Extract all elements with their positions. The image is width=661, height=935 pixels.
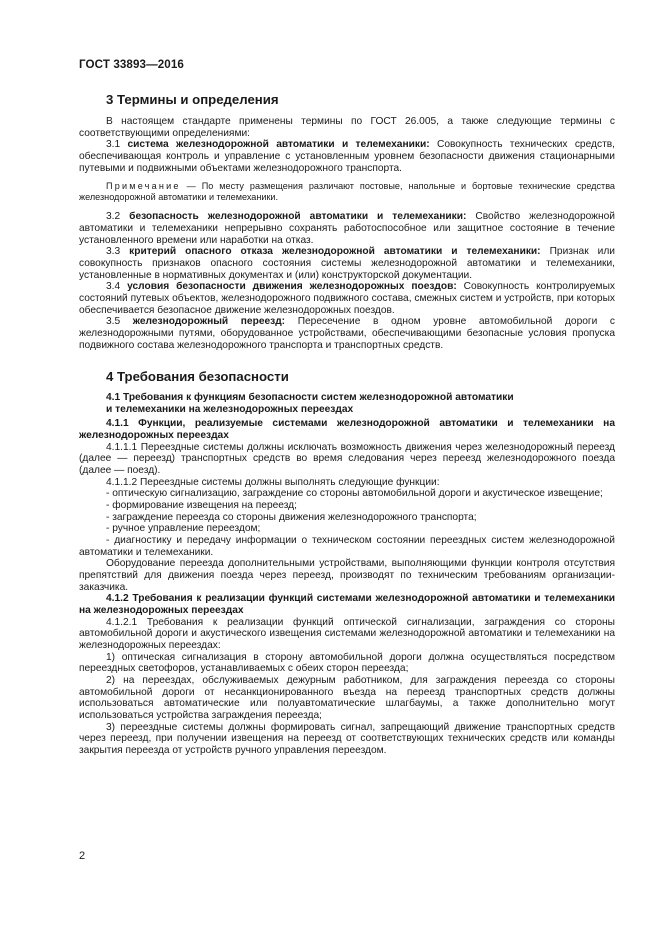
section-3-title: 3 Термины и определения [106, 92, 279, 107]
paragraph-equipment: Оборудование переезда дополнительными устройствами, выполняющими функции контроля отсутствия препятствий для движения поезда через переезд, производят по техническим требованиям организации-заказчика. [79, 558, 615, 593]
term-3-1 [79, 139, 615, 174]
document-body [79, 91, 615, 757]
term-name: железнодорожный переезд: [132, 316, 286, 328]
term-name: безопасность железнодорожной автоматики и телемеханики: [129, 211, 467, 223]
list-item: - формирование извещения на переезд; [106, 500, 297, 512]
list-item: - диагностику и передачу информации о техническом состоянии переездных систем железнодорожной автоматики и телемеханики. [79, 535, 615, 558]
term-3-4 [79, 281, 615, 316]
term-definition: Совокупность технических средств, обеспечивающая контроль и управление с установленным уровнем безопасности движения стационарными путевыми и подвижными объектами железнодорожного транспорта. [79, 139, 615, 174]
term-definition: Признак или совокупность признаков опасного состояния системы железнодорожной автоматики и телемеханики, установленные в нормативных документах и (или) конструкторской документации. [79, 246, 615, 281]
term-definition: Совокупность контролируемых состояний путевых объектов, железнодорожного подвижного состава, смежных систем и устройств, при которых обеспечивается безопасное движение железнодорожных поездов. [79, 281, 615, 316]
term-definition: Пересечение в одном уровне автомобильной дороги с железнодорожными путями, оборудованное устройствами, обеспечивающими безопасные условия пропуска подвижного состава железнодорожного транспорта и транспортных средств. [79, 316, 616, 351]
term-number: 3.2 [106, 211, 121, 223]
subsection-4-1-2-title: 4.1.2 Требования к реализации функций системами железнодорожной автоматики и телемеханики на железнодорожных переездах [79, 593, 615, 616]
term-number: 3.5 [106, 316, 121, 328]
note-3-1 [79, 181, 615, 203]
list-item: - оптическую сигнализацию, заграждение со стороны автомобильной дороги и акустическое извещение; [106, 488, 603, 500]
term-number: 3.1 [106, 139, 121, 151]
requirement-3: 3) переездные системы должны формировать сигнал, запрещающий движение транспортных средств через переезд, при получении извещения на переезд от соответствующих технических средств или команды закрытия переезда от устройств ручного управления переездом. [79, 721, 615, 756]
note-label: Примечание [106, 181, 181, 192]
subsection-4-1-1-title: 4.1.1 Функции, реализуемые системами железнодорожной автоматики и телемеханики на железнодорожных переездах [79, 418, 615, 442]
list-item: - ручное управление переездом; [106, 523, 261, 535]
subsection-4-1-title-line-2: и телемеханики на железнодорожных переездах [106, 403, 354, 415]
note-text: — По месту размещения различают постовые, напольные и бортовые технические средства железнодорожной автоматики и телемеханики. [79, 181, 615, 203]
term-3-3 [79, 246, 615, 281]
requirement-1: 1) оптическая сигнализация в сторону автомобильной дороги должна осуществляться посредством переездных светофоров, устанавливаемых с обеих сторон переезда; [79, 651, 615, 675]
requirement-2: 2) на переездах, обслуживаемых дежурным работником, для заграждения переезда со стороны автомобильной дороги от несанкционированного въезда на переезд транспортных средств должны использоваться автоматические или полуавтоматические шлагбаумы, а также дополнительно могут использоваться устройства заграждения переезда; [79, 674, 615, 721]
section-4-title: 4 Требования безопасности [106, 369, 289, 385]
list-item: - заграждение переезда со стороны движения железнодорожного транспорта; [106, 511, 477, 523]
clause-4-1-1-1: 4.1.1.1 Переездные системы должны исключать возможность движения через железнодорожный переезд (далее — переезд) транспортных средств во время следования через переезд железнодорожного поезда (далее — поезд). [79, 441, 615, 477]
section-3-intro: В настоящем стандарте применены термины по ГОСТ 26.005, а также следующие термины с соответствующими определениями: [79, 116, 615, 139]
document-header: ГОСТ 33893—2016 [79, 58, 184, 71]
term-3-2 [79, 211, 615, 246]
term-number: 3.3 [106, 246, 121, 258]
term-definition: Свойство железнодорожной автоматики и телемеханики непрерывно сохранять работоспособное или защитное состояние в течение установленного времени или наработки на отказ. [79, 211, 615, 246]
term-number: 3.4 [106, 281, 121, 293]
subsection-4-1-title-line-1: 4.1 Требования к функциям безопасности систем железнодорожной автоматики [106, 392, 514, 404]
clause-4-1-2-1: 4.1.2.1 Требования к реализации функций оптической сигнализации, заграждения со стороны автомобильной дороги и акустического извещения системами железнодорожной автоматики и телемеханики на железнодорожных переездах: [79, 616, 615, 651]
clause-4-1-1-2: 4.1.1.2 Переездные системы должны выполнять следующие функции: [106, 476, 440, 488]
term-name: система железнодорожной автоматики и телемеханики: [127, 139, 430, 151]
page-number: 2 [79, 850, 86, 862]
term-3-5 [79, 316, 615, 351]
term-name: критерий опасного отказа железнодорожной автоматики и телемеханики: [129, 246, 541, 258]
term-name: условия безопасности движения железнодорожных поездов: [127, 281, 457, 293]
